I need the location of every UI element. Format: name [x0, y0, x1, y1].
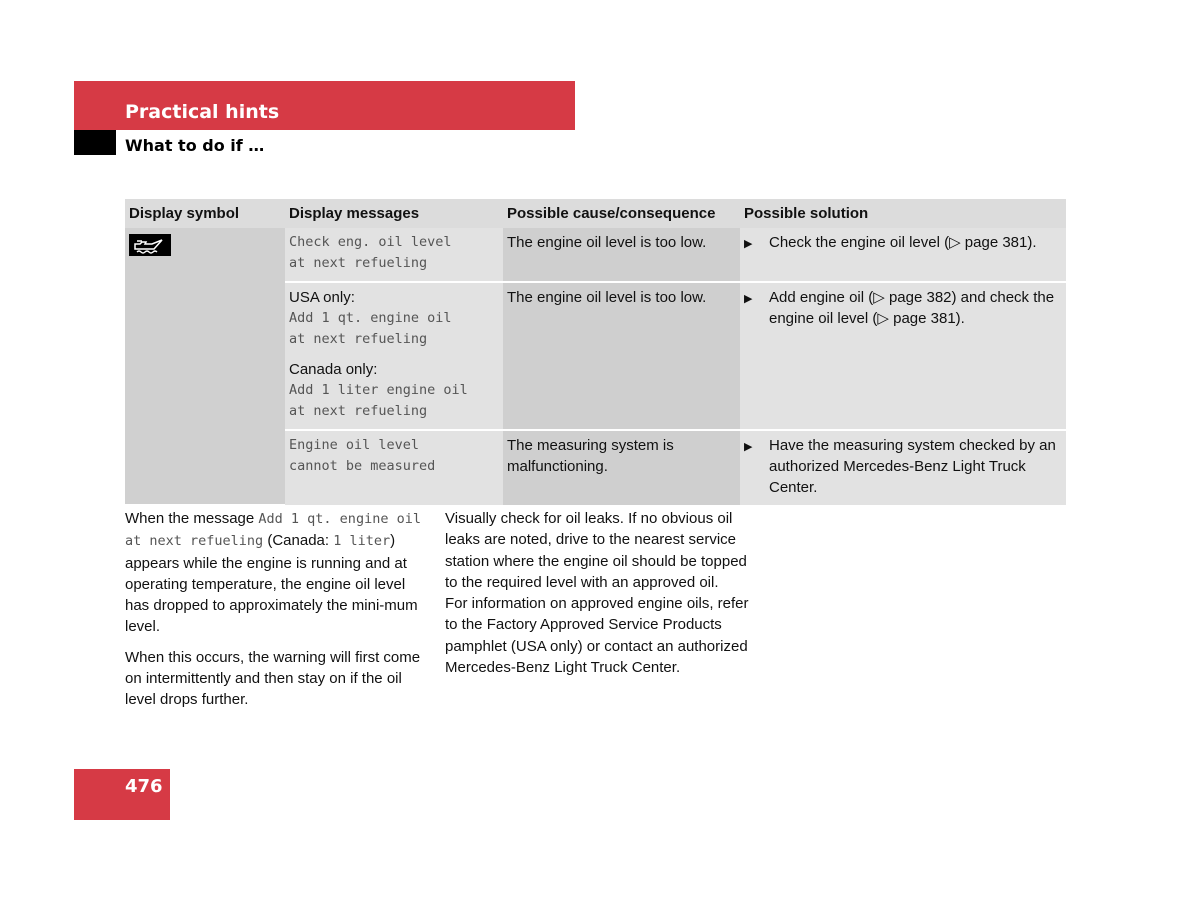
display-message-line: Check eng. oil level [289, 234, 452, 250]
display-message-inline: Add 1 qt. engine oil at next refueling [125, 511, 421, 550]
column-header: Possible cause/consequence [503, 199, 740, 228]
display-message-cell [285, 430, 503, 505]
display-message-inline: 1 liter [333, 533, 391, 550]
solution-text: Check the engine oil level (▷ page 381). [769, 234, 1037, 251]
solution-cell [740, 228, 1066, 282]
subsection-title: What to do if … [125, 136, 265, 155]
solution-text: Have the measuring system checked by an authorized Mercedes-Benz Light Truck Center. [769, 437, 1056, 496]
display-message-line: Add 1 liter engine oil [289, 382, 468, 398]
table-header-row [125, 199, 1066, 228]
engine-oil-can-icon [129, 234, 171, 256]
display-message-line: Engine oil level [289, 437, 420, 453]
display-messages-table [125, 199, 1066, 506]
paragraph: For information on approved engine oils, refer to the Factory Approved Service Products pamphlet (USA only) or contact an authorized Mercedes-Benz Light Truck Center. [445, 595, 749, 677]
bullet-triangle-icon: ▶ [744, 441, 753, 453]
page-number: 476 [125, 776, 163, 797]
region-label: USA only: [289, 289, 355, 306]
display-message-line: Add 1 qt. engine oil [289, 310, 452, 326]
display-message-line: at next refueling [289, 331, 428, 347]
paragraph: When this occurs, the warning will first come on intermittently and then stay on if the oil level drops further. [125, 648, 421, 709]
display-message-line: at next refueling [289, 255, 428, 271]
section-header-bar [74, 81, 575, 130]
bullet-triangle-icon: ▶ [744, 293, 753, 305]
cause-cell: The measuring system is malfunctioning. [503, 430, 740, 505]
paragraph [125, 508, 425, 638]
solution-cell [740, 282, 1066, 430]
display-symbol-cell [125, 228, 285, 505]
paragraph-text: ) appears while the engine is running and at operating temperature, the engine oil level has dropped to approximately the mini-mum level. [125, 532, 418, 636]
body-column-right [445, 508, 750, 687]
table-row [125, 228, 1066, 282]
body-column-left [125, 508, 425, 720]
column-header: Display symbol [125, 199, 285, 228]
display-message-line: cannot be measured [289, 458, 436, 474]
display-message-line: at next refueling [289, 403, 428, 419]
section-title: Practical hints [125, 101, 280, 123]
bullet-triangle-icon: ▶ [744, 238, 753, 250]
region-label: Canada only: [289, 361, 378, 378]
solution-text: Add engine oil (▷ page 382) and check the engine oil level (▷ page 381). [769, 289, 1055, 327]
display-message-cell [285, 228, 503, 282]
cause-cell: The engine oil level is too low. [503, 228, 740, 282]
paragraph-text: (Canada: [263, 532, 334, 550]
column-header: Display messages [285, 199, 503, 228]
page-number-box [74, 769, 170, 820]
solution-cell [740, 430, 1066, 505]
column-header: Possible solution [740, 199, 1066, 228]
cause-cell: The engine oil level is too low. [503, 282, 740, 430]
paragraph: Visually check for oil leaks. If no obvious oil leaks are noted, drive to the nearest service station where the engine oil should be topped to the required level with an approved oil. [445, 510, 747, 591]
section-marker [74, 130, 116, 155]
display-message-cell [285, 282, 503, 430]
paragraph-text: When the message [125, 510, 259, 527]
